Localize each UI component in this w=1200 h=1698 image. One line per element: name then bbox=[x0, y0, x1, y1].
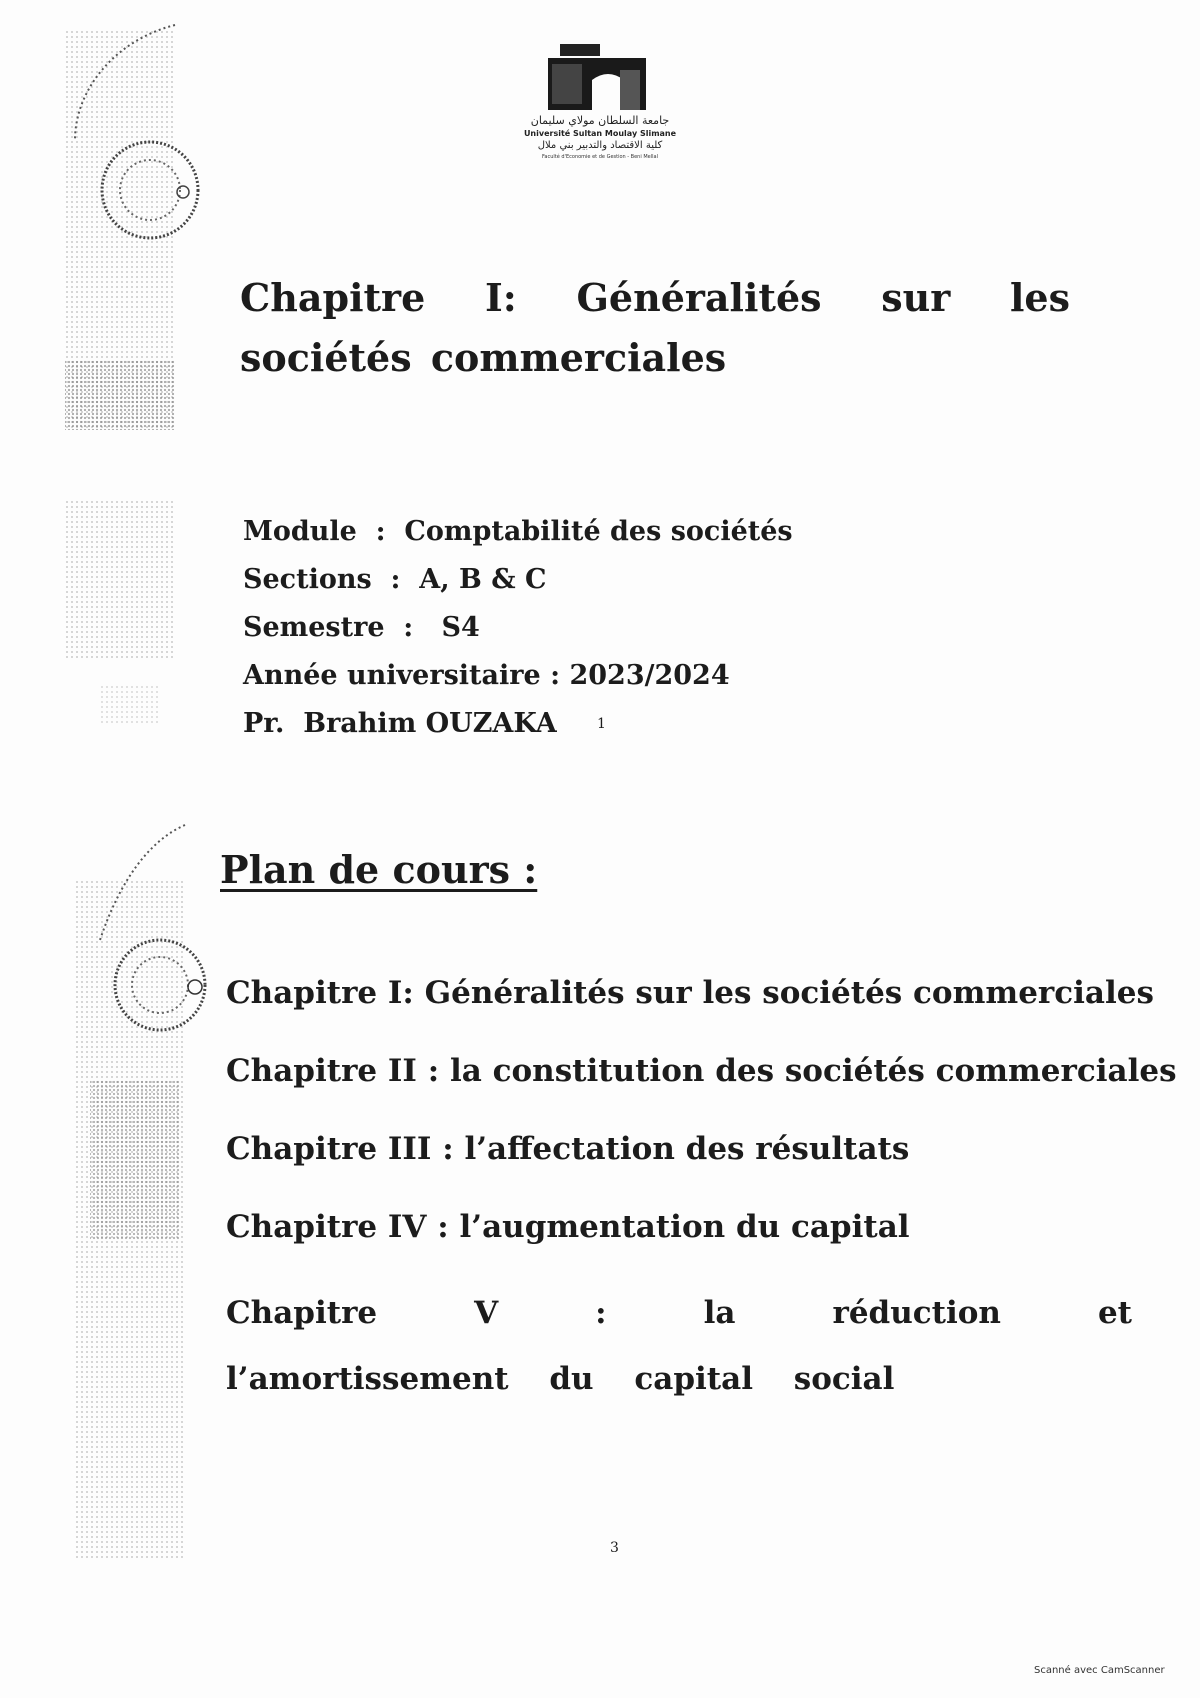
info-separator: : bbox=[384, 612, 442, 643]
svg-text:Faculté d'Economie et de Gesti: Faculté d'Economie et de Gestion - Beni Mellal bbox=[542, 154, 658, 160]
info-marker: 1 bbox=[597, 716, 606, 732]
chapter-label: Chapitre I: bbox=[226, 975, 414, 1011]
info-label: Sections bbox=[243, 564, 372, 595]
svg-text:كلية الاقتصاد والتدبير بني ملا: كلية الاقتصاد والتدبير بني ملال bbox=[537, 140, 663, 151]
info-label: Module bbox=[243, 516, 357, 547]
info-row-annee bbox=[243, 652, 793, 700]
document-title: Chapitre I: Généralités sur les sociétés commerciales bbox=[240, 275, 1070, 380]
course-info bbox=[243, 508, 793, 748]
chapter-text: l’affectation des résultats bbox=[464, 1131, 910, 1167]
svg-text:Université Sultan Moulay Slima: Université Sultan Moulay Slimane bbox=[523, 129, 677, 138]
chapter-text: la constitution des sociétés commerciales bbox=[449, 1053, 1177, 1089]
info-label: Année universitaire bbox=[243, 660, 541, 691]
chapter-item bbox=[226, 968, 1154, 1046]
chapter-label: Chapitre IV : bbox=[226, 1209, 449, 1245]
info-row-sections bbox=[243, 556, 793, 604]
decorative-ornament-bottom bbox=[60, 820, 220, 1580]
info-value: S4 bbox=[441, 612, 480, 643]
info-separator: : bbox=[371, 564, 420, 595]
chapter-label: Chapitre III : bbox=[226, 1131, 454, 1167]
chapter-item bbox=[226, 1202, 1132, 1280]
info-value: A, B & C bbox=[419, 564, 547, 595]
info-separator: : bbox=[540, 660, 570, 691]
university-logo bbox=[470, 40, 730, 160]
plan-title: Plan de cours : bbox=[220, 847, 538, 892]
info-row-semestre bbox=[243, 604, 793, 652]
scanner-watermark: Scanné avec CamScanner bbox=[1034, 1665, 1165, 1676]
info-separator bbox=[284, 708, 303, 739]
decorative-ornament-top bbox=[55, 20, 205, 440]
info-value: Comptabilité des sociétés bbox=[404, 516, 793, 547]
page-marker: 3 bbox=[610, 1540, 619, 1556]
info-row-module bbox=[243, 508, 793, 556]
chapter-text: l’augmentation du capital bbox=[459, 1209, 910, 1245]
decorative-ornament-middle bbox=[60, 495, 180, 735]
info-label: Semestre bbox=[243, 612, 385, 643]
chapter-text: Généralités sur les sociétés commerciales bbox=[424, 975, 1154, 1011]
info-value: Brahim OUZAKA bbox=[303, 708, 557, 739]
chapter-item bbox=[226, 1124, 1132, 1202]
chapter-text: la réduction et l’amortissement du capital social bbox=[226, 1295, 1132, 1397]
chapter-list bbox=[226, 968, 1177, 1397]
info-value: 2023/2024 bbox=[569, 660, 730, 691]
info-separator: : bbox=[356, 516, 405, 547]
svg-text:جامعة السلطان مولاي سليمان: جامعة السلطان مولاي سليمان bbox=[530, 114, 670, 127]
info-row-professor bbox=[243, 700, 793, 748]
info-label: Pr. bbox=[243, 708, 285, 739]
chapter-label: Chapitre II : bbox=[226, 1053, 440, 1089]
chapter-label: Chapitre V : bbox=[226, 1295, 607, 1331]
chapter-item bbox=[226, 1280, 1132, 1397]
chapter-item bbox=[226, 1046, 1177, 1124]
university-logo-icon bbox=[470, 40, 730, 160]
